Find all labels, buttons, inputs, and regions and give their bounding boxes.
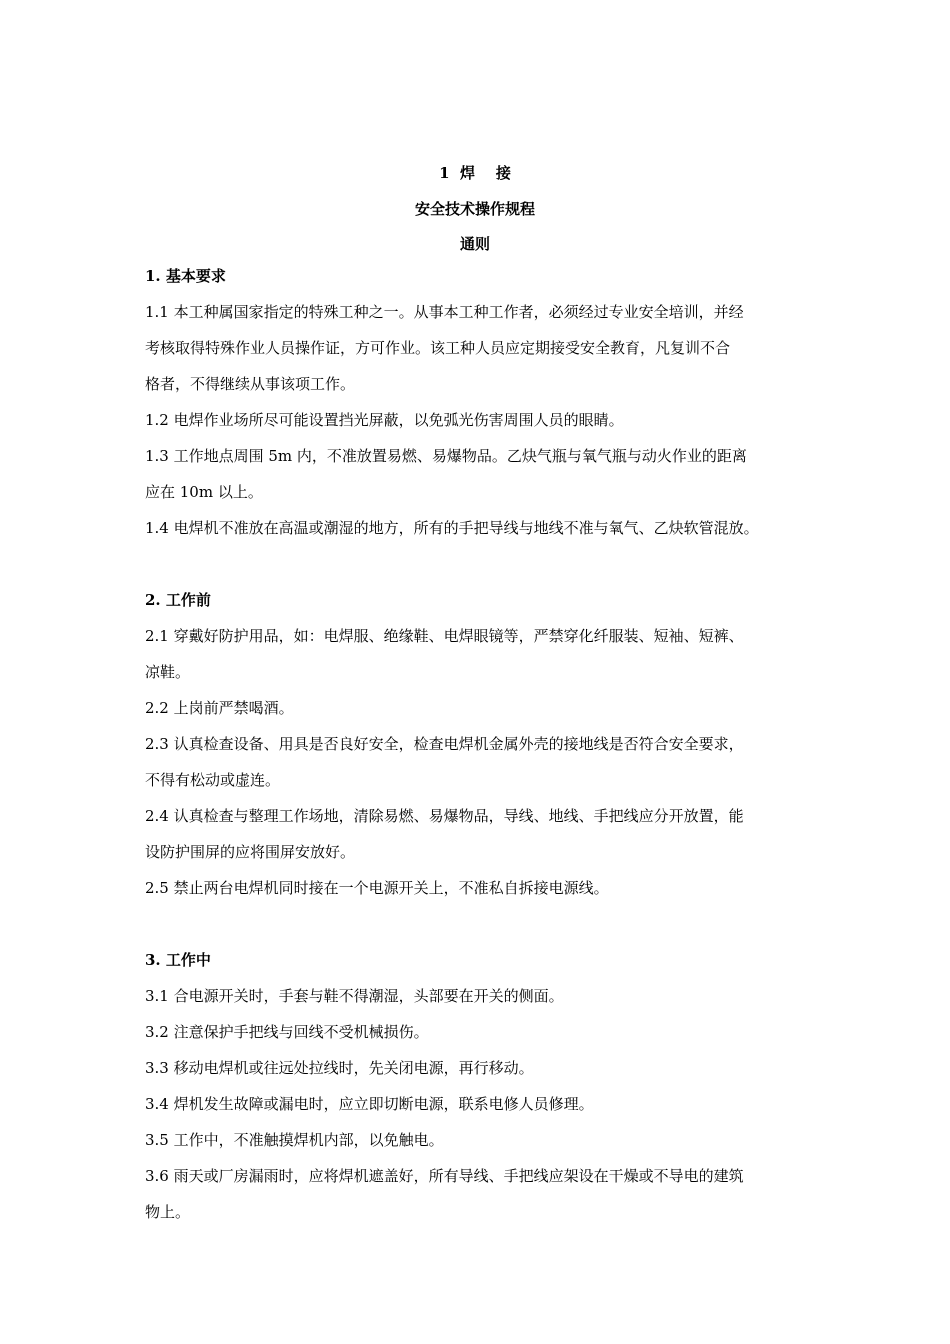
paragraph-line: 不得有松动或虚连。 (145, 771, 281, 789)
paragraph-line: 3.6 雨天或厂房漏雨时，应将焊机遮盖好，所有导线、手把线应架设在干燥或不导电的建筑 (145, 1167, 744, 1185)
paragraph-line: 设防护围屏的应将围屏安放好。 (145, 843, 356, 861)
paragraph-line: 3.1 合电源开关时，手套与鞋不得潮湿，头部要在开关的侧面。 (145, 987, 564, 1005)
paragraph-line: 应在 10m 以上。 (145, 483, 263, 501)
document-title: 1 焊 接 (439, 164, 511, 182)
section-spacer (145, 906, 825, 942)
paragraph-line: 3.3 移动电焊机或往远处拉线时，先关闭电源，再行移动。 (145, 1059, 534, 1077)
paragraph-line: 3.5 工作中，不准触摸焊机内部，以免触电。 (145, 1131, 444, 1149)
paragraph-line: 考核取得特殊作业人员操作证，方可作业。该工种人员应定期接受安全教育，凡复训不合 (145, 339, 731, 357)
section-heading-basic-requirements: 1. 基本要求 (145, 267, 226, 285)
paragraph-line: 2.5 禁止两台电焊机同时接在一个电源开关上，不准私自拆接电源线。 (145, 879, 609, 897)
section-heading-before-work: 2. 工作前 (145, 591, 211, 609)
paragraph-line: 2.4 认真检查与整理工作场地，清除易燃、易爆物品，导线、地线、手把线应分开放置，能 (145, 807, 744, 825)
paragraph-line: 2.3 认真检查设备、用具是否良好安全，检查电焊机金属外壳的接地线是否符合安全要求， (145, 735, 744, 753)
paragraph-line: 2.1 穿戴好防护用品，如：电焊服、绝缘鞋、电焊眼镜等，严禁穿化纤服装、短袖、短裤、 (145, 627, 744, 645)
document-subtitle: 安全技术操作规程 (414, 200, 535, 218)
paragraph-line: 物上。 (145, 1203, 191, 1221)
paragraph-line: 1.3 工作地点周围 5m 内，不准放置易燃、易爆物品。乙炔气瓶与氧气瓶与动火作业的距离 (145, 447, 747, 465)
paragraph-line: 1.2 电焊作业场所尽可能设置挡光屏蔽，以免弧光伤害周围人员的眼睛。 (145, 411, 624, 429)
paragraph-line: 格者，不得继续从事该项工作。 (145, 375, 356, 393)
paragraph-line: 2.2 上岗前严禁喝酒。 (145, 699, 294, 717)
section-heading-during-work: 3. 工作中 (145, 951, 211, 969)
paragraph-line: 1.1 本工种属国家指定的特殊工种之一。从事本工种工作者，必须经过专业安全培训，并经 (145, 303, 744, 321)
paragraph-line: 3.2 注意保护手把线与回线不受机械损伤。 (145, 1023, 429, 1041)
document-body (145, 258, 825, 1230)
section-spacer (145, 546, 825, 582)
paragraph-line: 凉鞋。 (145, 663, 191, 681)
paragraph-line: 3.4 焊机发生故障或漏电时，应立即切断电源，联系电修人员修理。 (145, 1095, 594, 1113)
paragraph-line: 1.4 电焊机不准放在高温或潮湿的地方，所有的手把导线与地线不准与氧气、乙炔软管混放。 (145, 519, 759, 537)
section-title-general: 通则 (459, 235, 490, 253)
